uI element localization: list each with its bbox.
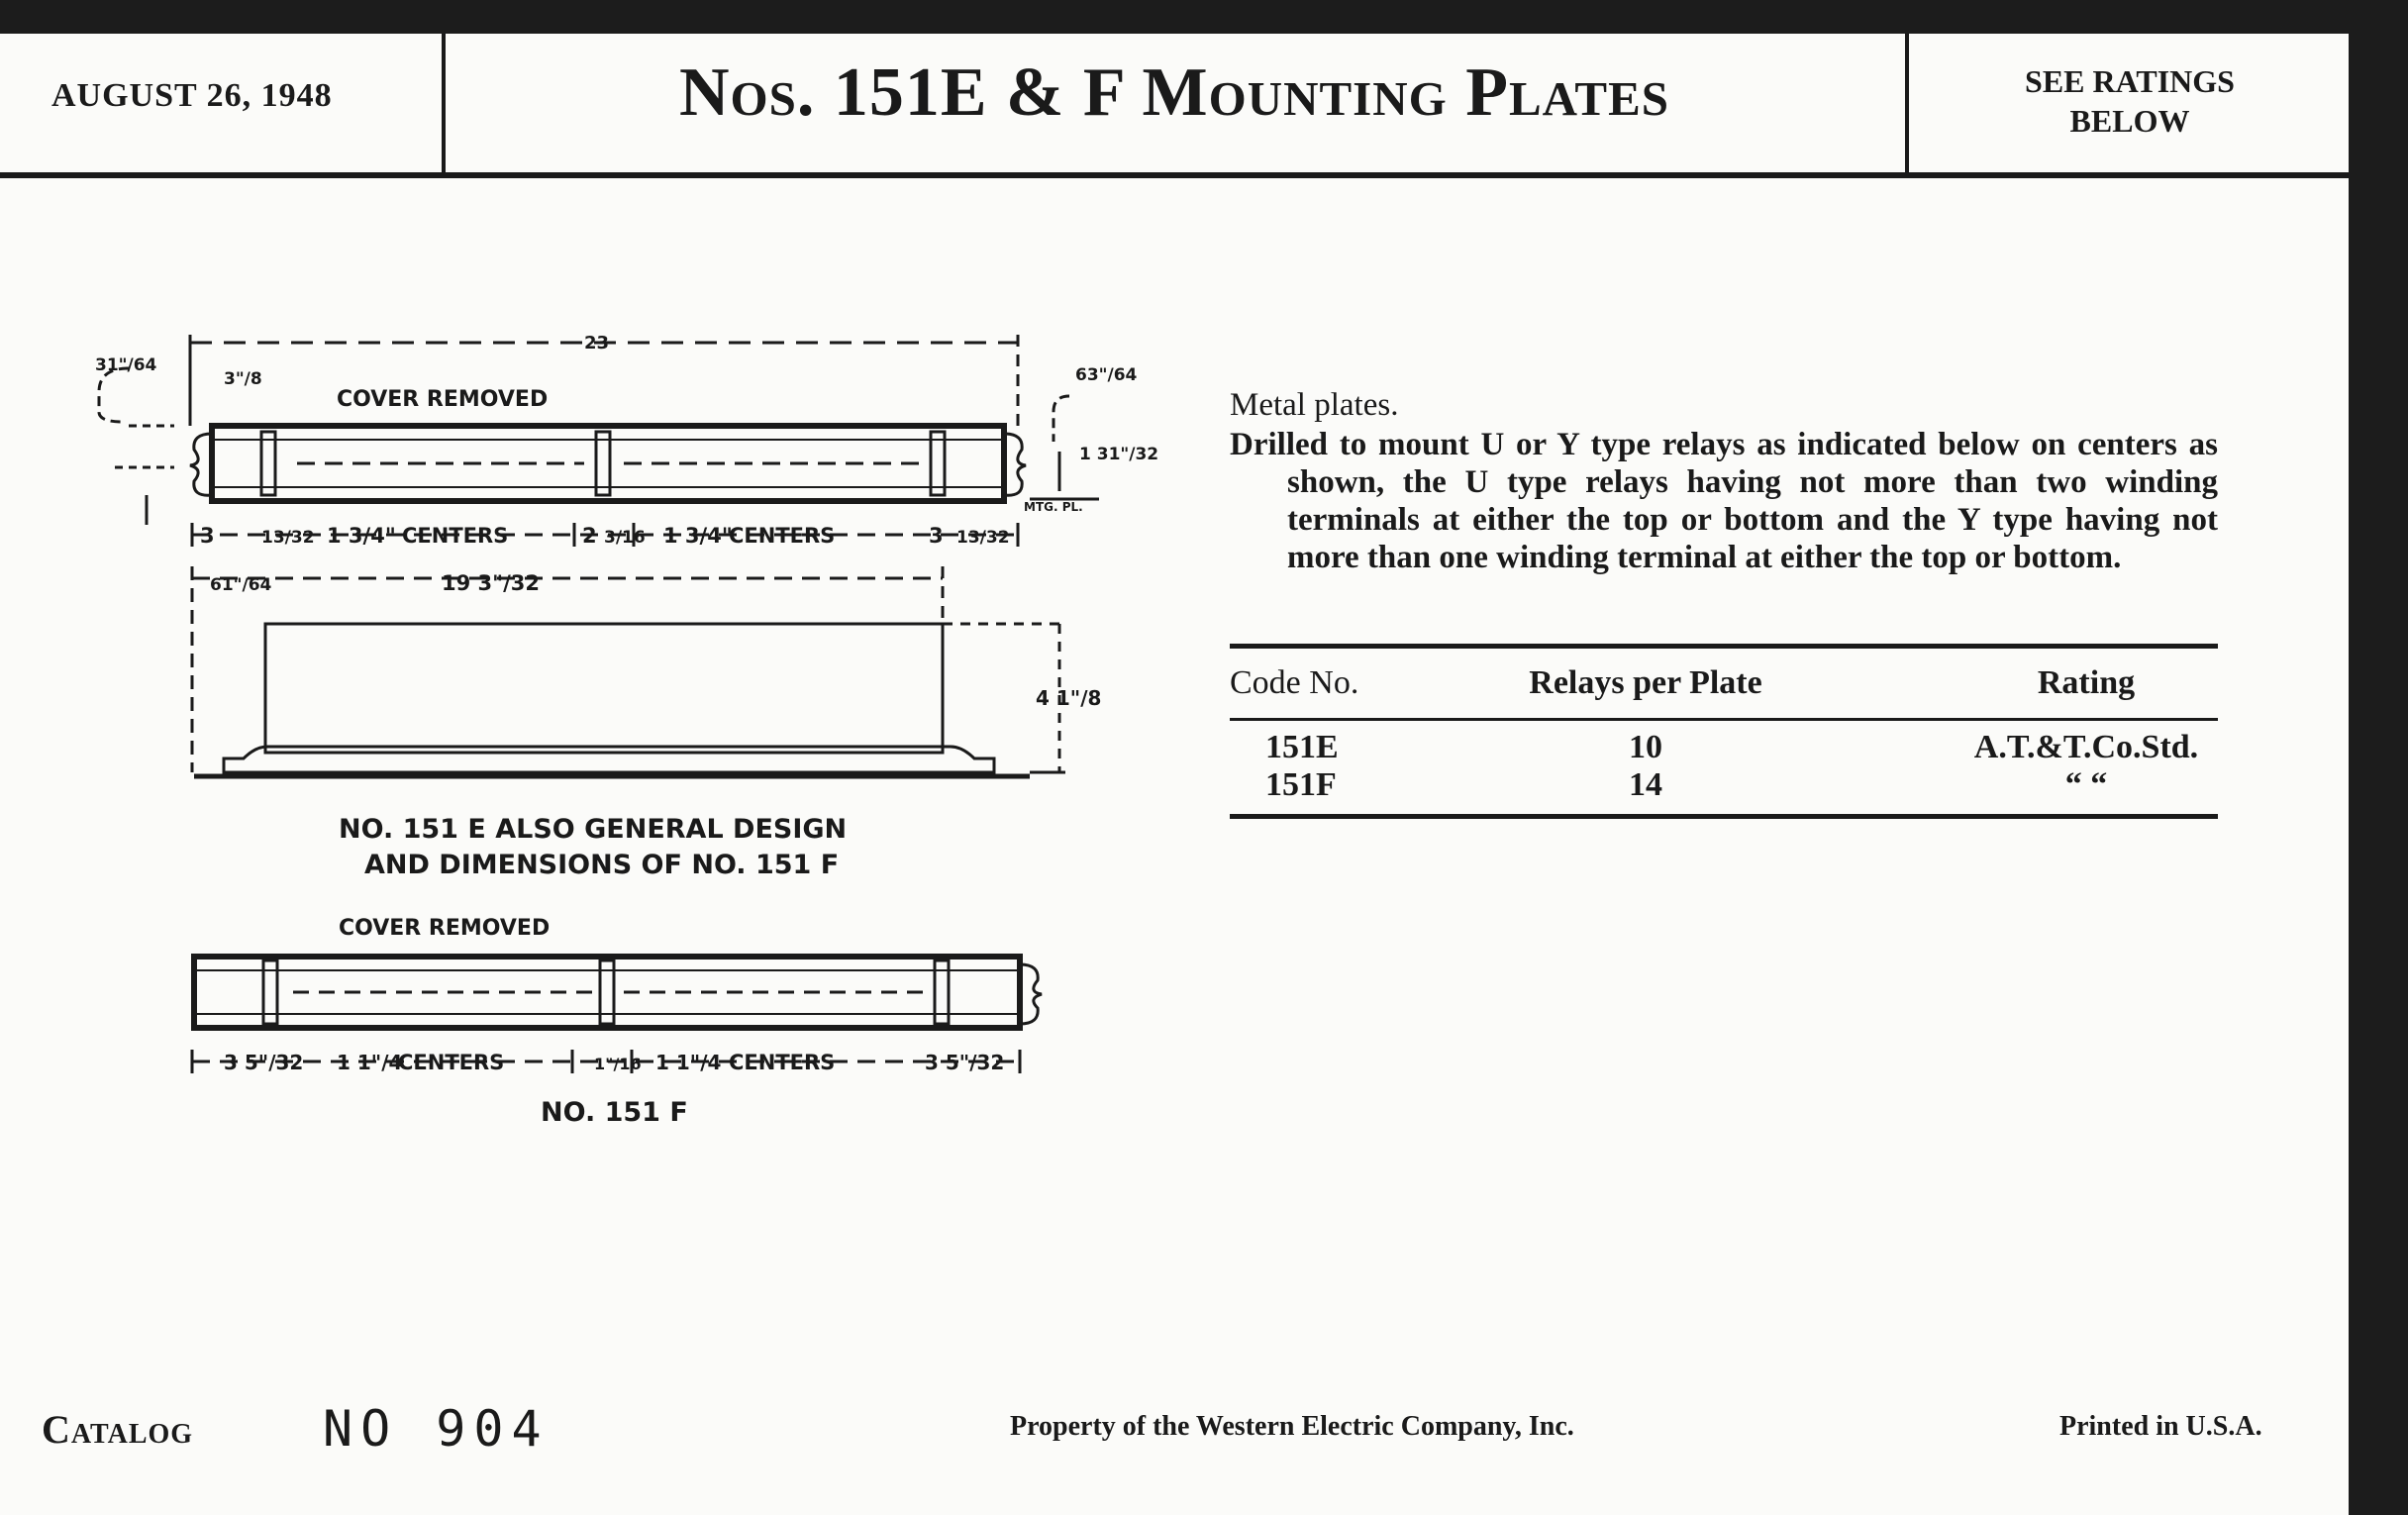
table-rule xyxy=(1230,814,2218,819)
drawing-dim-1-3-4: 1 3/4" xyxy=(663,524,733,548)
column-header-relays: Relays per Plate xyxy=(1529,664,1762,701)
cell-rating: “ “ xyxy=(2064,766,2108,803)
cell-relays: 10 xyxy=(1629,729,1662,765)
drawing-dim-overall: 23 xyxy=(584,333,610,354)
header-date: AUGUST 26, 1948 xyxy=(51,77,333,114)
drawing-label-cover-removed-2: COVER REMOVED xyxy=(339,916,551,941)
footer-property-notice: Property of the Western Electric Company, Inc. xyxy=(1010,1411,1574,1442)
plate-side-view xyxy=(224,747,994,772)
cell-code: 151F xyxy=(1265,766,1337,803)
description-body: Drilled to mount U or Y type relays as indicated below on centers as shown, the U type relays having not more than two winding terminals at either the top or bottom and the Y type having not more than one winding terminal at either the top or bottom. xyxy=(1230,427,2218,575)
drawing-label-mtg-pl: MTG. PL. xyxy=(1024,500,1083,514)
drawing-dim-3: 3 xyxy=(929,524,944,548)
relay-bracket xyxy=(261,432,275,495)
drawing-dim-19-3-32: 19 3"/32 xyxy=(442,571,540,595)
drawing-dim-centers: CENTERS xyxy=(729,524,836,548)
cell-code: 151E xyxy=(1265,729,1339,765)
cell-relays: 14 xyxy=(1629,766,1662,803)
relay-bracket xyxy=(931,432,945,495)
ratings-line-2: BELOW xyxy=(2069,103,2190,139)
drawing-dim-3-5-32: 3 5"/32 xyxy=(925,1051,1005,1074)
drawing-dim-61-64: 61"/64 xyxy=(210,575,272,595)
drawing-dim-13-32: 13/32 xyxy=(956,528,1010,548)
drawing-dim-4-1-8: 4 1"/8 xyxy=(1036,686,1102,710)
footer-printed: Printed in U.S.A. xyxy=(2059,1411,2262,1442)
drawing-dim-3: 3 xyxy=(200,524,215,548)
drawing-caption-151f: NO. 151 F xyxy=(541,1097,688,1128)
table-header-row xyxy=(1230,649,2218,718)
page-title: Nos. 151E & F Mounting Plates xyxy=(678,54,1670,131)
relay-bracket xyxy=(596,432,610,495)
drawing-dim-1-1-4: 1 1"/4 xyxy=(655,1051,722,1074)
ratings-table xyxy=(1230,644,2218,819)
drawing-dim-2: 2 xyxy=(582,524,597,548)
table-row xyxy=(1230,729,2218,766)
drawing-dim-3-16: 3/16 xyxy=(604,528,646,548)
relay-cover-side-view xyxy=(265,624,943,753)
description xyxy=(1230,386,2218,576)
drawing-dim-centers: CENTERS xyxy=(398,1051,505,1074)
column-header-rating: Rating xyxy=(2037,664,2136,701)
drawing-dim-1-3-4: 1 3/4" xyxy=(327,524,396,548)
drawing-dim-31-64: 31"/64 xyxy=(95,355,157,375)
column-header-code: Code No. xyxy=(1230,664,1359,701)
ratings-line-1: SEE RATINGS xyxy=(2025,63,2235,99)
description-intro: Metal plates. xyxy=(1230,387,1399,423)
drawing-label-cover-removed: COVER REMOVED xyxy=(337,387,549,412)
drawing-dim-3-5-32: 3 5"/32 xyxy=(224,1051,304,1074)
table-row xyxy=(1230,766,2218,804)
drawing-dim-1-1-4: 1 1"/4 xyxy=(337,1051,403,1074)
drawing-caption-2: AND DIMENSIONS OF NO. 151 F xyxy=(364,850,840,880)
drawing-dim-side: 1 31"/32 xyxy=(1079,445,1159,464)
footer-catalog-label: Catalog xyxy=(42,1407,194,1452)
drawing-dim-13-32: 13/32 xyxy=(261,528,315,548)
drawing-dim-centers: CENTERS xyxy=(729,1051,836,1074)
drawing-dim-63-64: 63"/64 xyxy=(1075,365,1138,385)
cell-rating: A.T.&T.Co.Std. xyxy=(1973,729,2199,765)
footer-catalog-number: NO 904 xyxy=(323,1400,550,1458)
drawing-dim-centers: CENTERS xyxy=(402,524,509,548)
drawing-dim-1-16: 1"/16 xyxy=(594,1055,642,1073)
drawing-caption-1: NO. 151 E ALSO GENERAL DESIGN xyxy=(339,814,848,845)
drawing-dim-3-8: 3"/8 xyxy=(224,369,262,389)
